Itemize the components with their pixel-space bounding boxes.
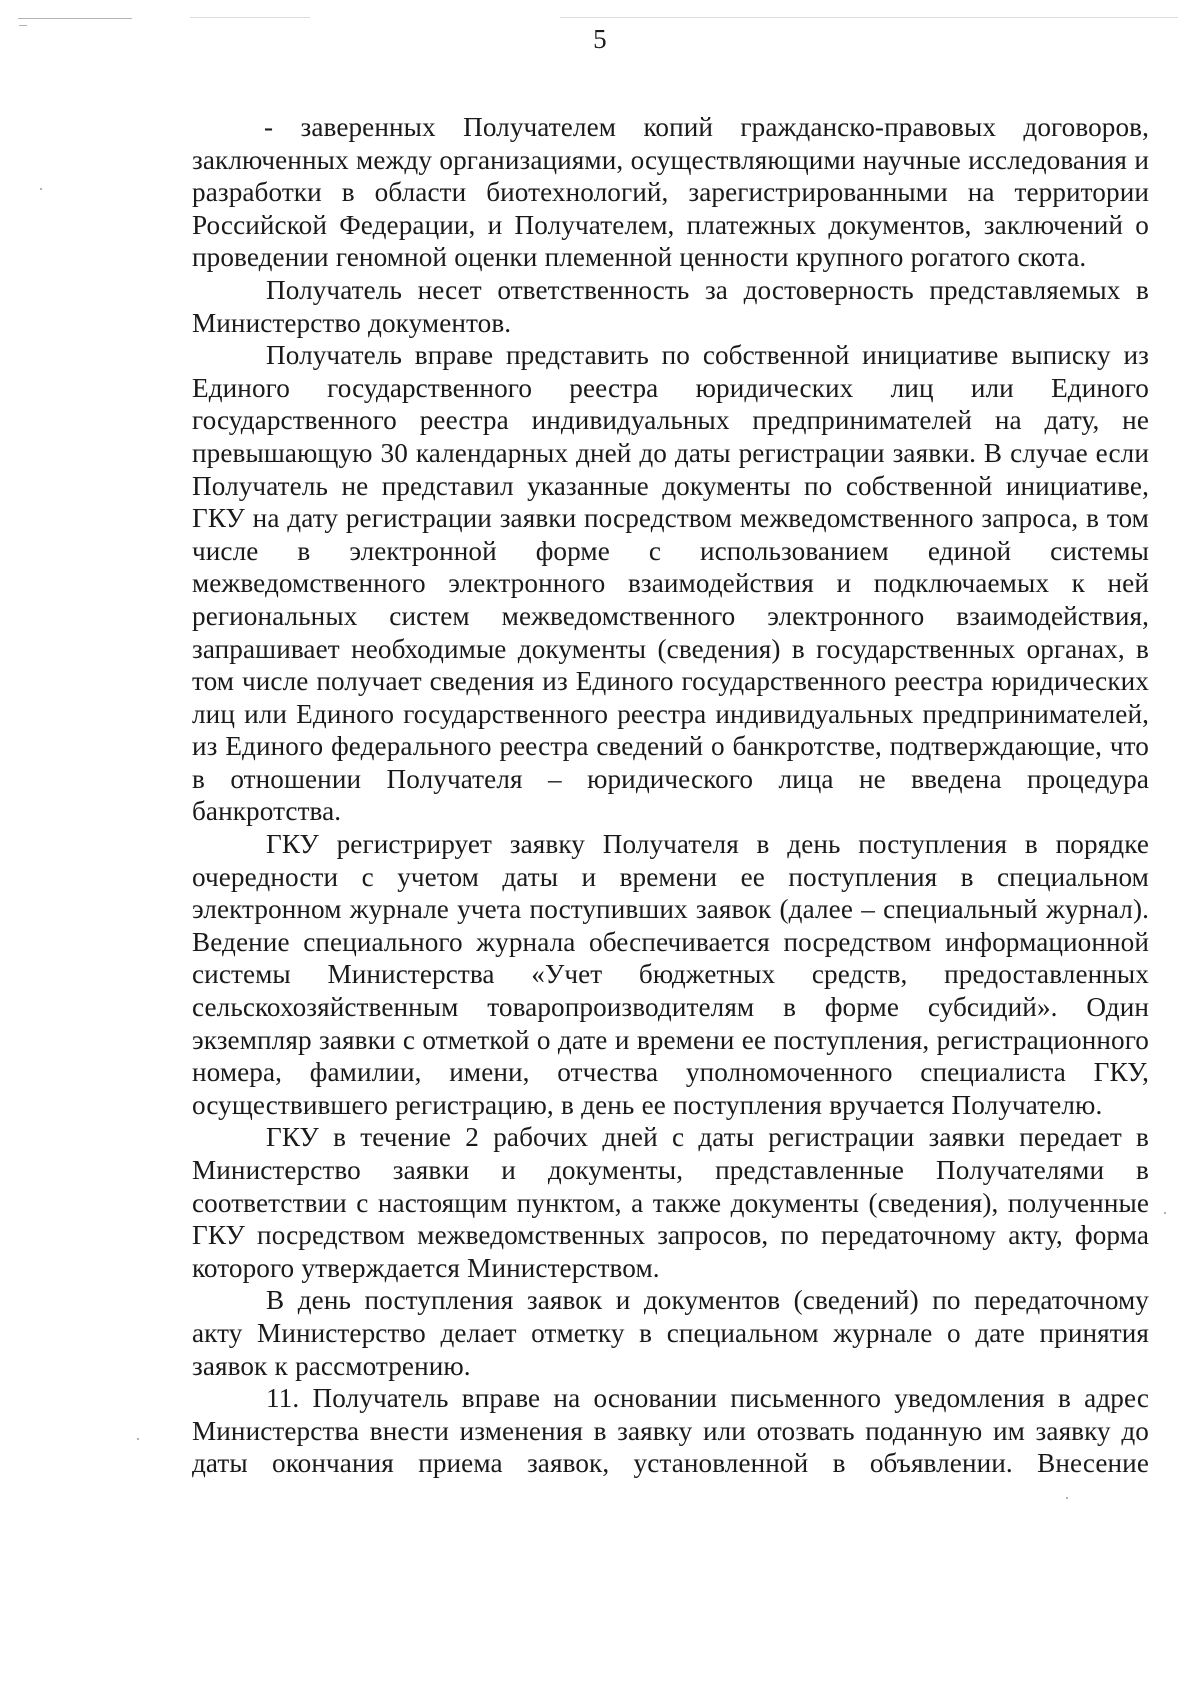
scan-speck: [1066, 1497, 1068, 1499]
paragraph-application-changes: 11. Получатель вправе на основании письменного уведомления в адрес Министерства внести изменения в заявку или отозвать поданную им заявку до даты окончания приема заявок, установленной в объявлении. Внесение: [192, 1383, 1149, 1479]
page-number: 5: [593, 24, 607, 54]
paragraph-application-registration: ГКУ регистрирует заявку Получателя в день поступления в порядке очередности с учетом даты и времени ее поступления в специальном электронном журнале учета поступивших заявок (далее – специальный журнал). Ведение специального журнала обеспечивается посредством информационной системы Министерства «Учет бюджетных средств, предоставленных сельскохозяйственным товаропроизводителям в форме субсидий». Один экземпляр заявки с отметкой о дате и времени ее поступления, регистрационного номера, фамилии, имени, отчества уполномоченного специалиста ГКУ, осуществившего регистрацию, в день ее поступления вручается Получателю.: [192, 829, 1149, 1120]
paragraph-transfer-to-ministry: ГКУ в течение 2 рабочих дней с даты регистрации заявки передает в Министерство заявки и документы, представленные Получателями в соответствии с настоящим пунктом, а также документы (сведения), полученные ГКУ посредством межведомственных запросов, по передаточному акту, форма которого утверждается Министерством.: [192, 1122, 1149, 1283]
paragraph-recipient-responsibility: Получатель несет ответственность за достоверность представляемых в Министерство документов.: [192, 274, 1149, 338]
scan-top-center-mark: [190, 17, 310, 18]
scan-speck: [40, 188, 42, 190]
scan-top-right-mark: [560, 17, 1178, 18]
scan-speck: [1164, 1212, 1166, 1214]
paragraph-registry-extract: Получатель вправе представить по собственной инициативе выписку из Единого государственного реестра юридических лиц или Единого государственного реестра индивидуальных предпринимателей на дату, не превышающую 30 календарных дней до даты регистрации заявки. В случае если Получатель не представил указанные документы по собственной инициативе, ГКУ на дату регистрации заявки посредством межведомственного запроса, в том числе в электронной форме с использованием единой системы межведомственного электронного взаимодействия и подключаемых к ней региональных систем межведомственного электронного взаимодействия, запрашивает необходимые документы (сведения) в государственных органах, в том числе получает сведения из Единого государственного реестра юридических лиц или Единого государственного реестра индивидуальных предпринимателей, из Единого федерального реестра сведений о банкротстве, подтверждающие, что в отношении Получателя – юридического лица не введена процедура банкротства.: [192, 340, 1149, 827]
paragraph-ministry-mark: В день поступления заявок и документов (сведений) по передаточному акту Министерство делает отметку в специальном журнале о дате принятия заявок к рассмотрению.: [192, 1285, 1149, 1381]
scan-speck: [137, 1438, 139, 1440]
paragraph-certified-documents: - заверенных Получателем копий гражданско-правовых договоров, заключенных между организациями, осуществляющими научные исследования и разработки в области биотехнологий, зарегистрированными на территории Российской Федерации, и Получателем, платежных документов, заключений о проведении геномной оценки племенной ценности крупного рогатого скота.: [192, 112, 1149, 273]
scan-top-left-mark: [18, 18, 132, 19]
document-body: [192, 111, 1149, 1480]
